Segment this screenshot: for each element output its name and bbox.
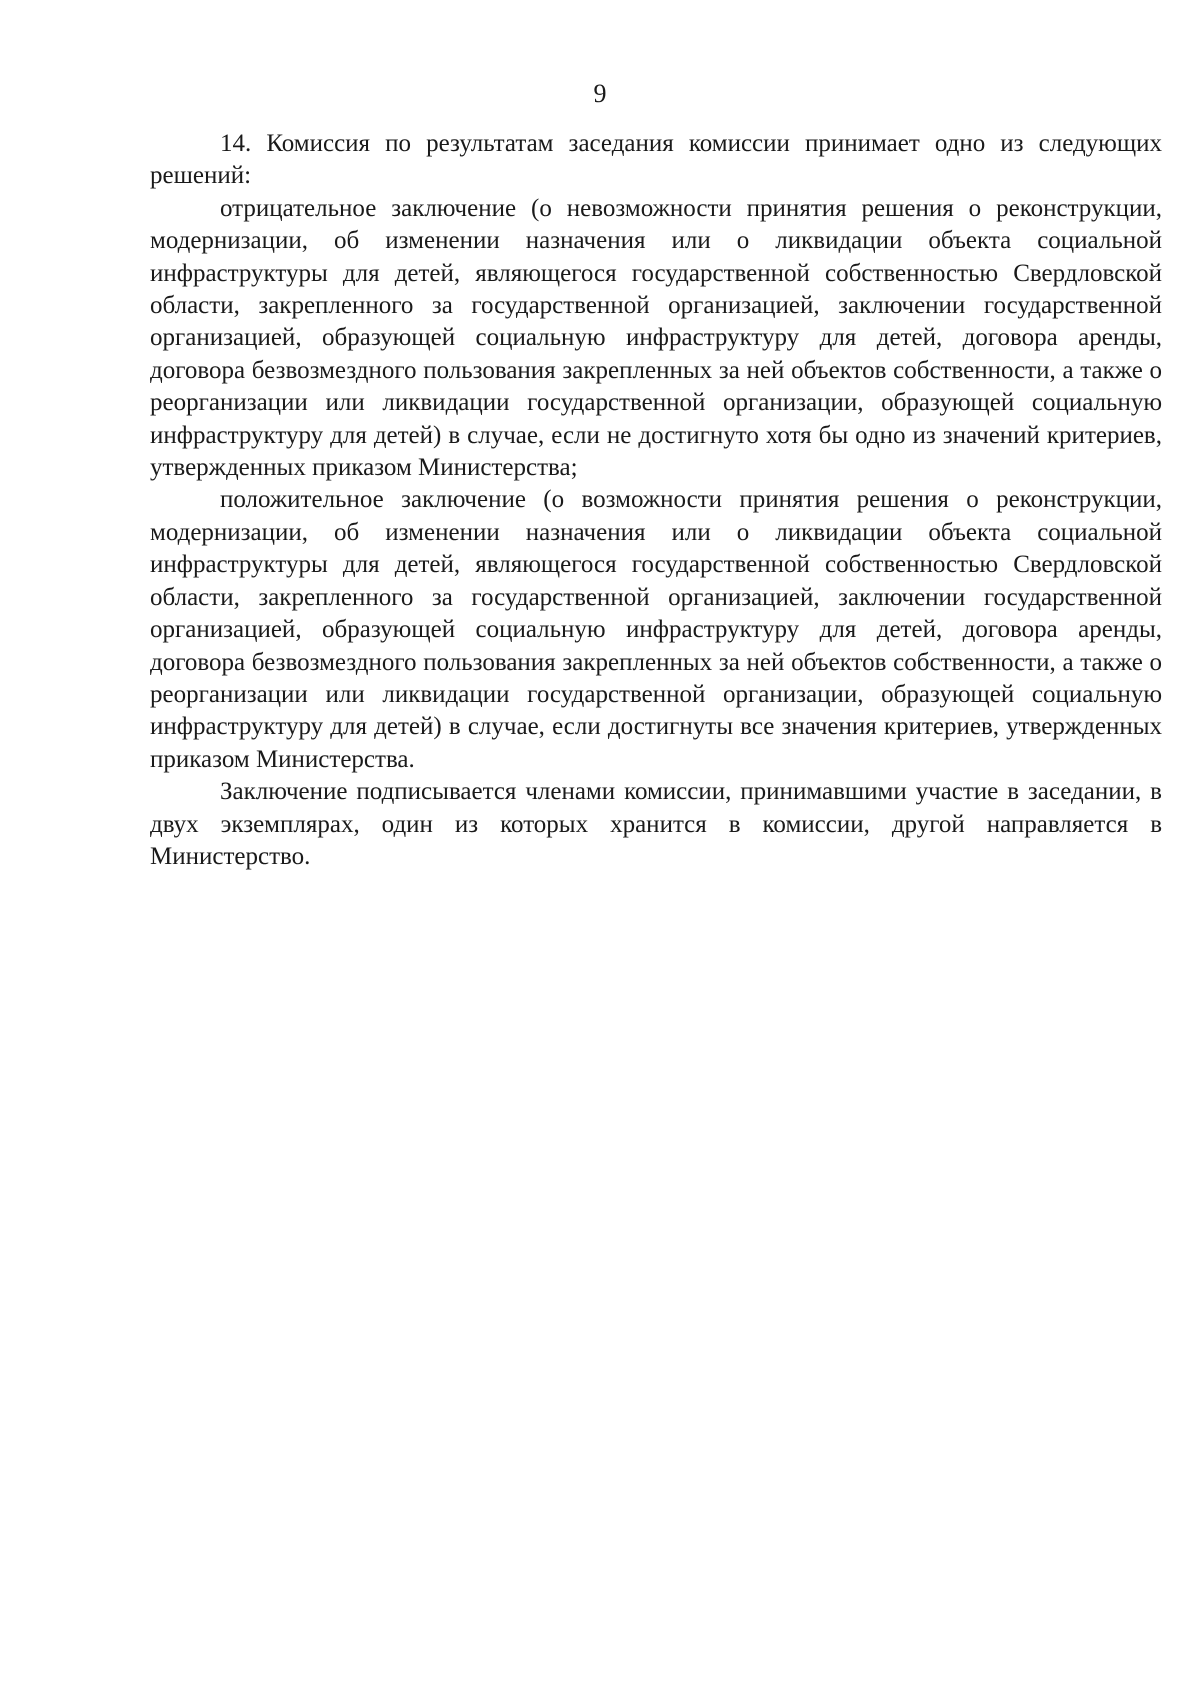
paragraph-positive-conclusion: положительное заключение (о возможности принятия решения о реконструкции, модернизации, об изменении назначения или о ликвидации объекта социальной инфраструктуры для детей, являющегося государственной собственностью Свердловской области, закрепленного за государственной организацией, заключении государственной организацией, образующей социальную инфраструктуру для детей, договора аренды, договора безвозмездного пользования закрепленных за ней объектов собственности, а также о реорганизации или ликвидации государственной организации, образующей социальную инфраструктуру для детей) в случае, если достигнуты все значения критериев, утвержденных приказом Министерства. bbox=[150, 486, 1162, 773]
paragraph-item-14: 14. Комиссия по результатам заседания комиссии принимает одно из следующих решений: bbox=[150, 130, 1162, 190]
page-number: 9 bbox=[593, 79, 607, 108]
paragraph-signing: Заключение подписывается членами комиссии, принимавшими участие в заседании, в двух экземплярах, один из которых хранится в комиссии, другой направляется в Министерство. bbox=[150, 778, 1162, 870]
paragraph-negative-conclusion: отрицательное заключение (о невозможности принятия решения о реконструкции, модернизации, об изменении назначения или о ликвидации объекта социальной инфраструктуры для детей, являющегося государственной собственностью Свердловской области, закрепленного за государственной организацией, заключении государственной организацией, образующей социальную инфраструктуру для детей, договора аренды, договора безвозмездного пользования закрепленных за ней объектов собственности, а также о реорганизации или ликвидации государственной организации, образующей социальную инфраструктуру для детей) в случае, если не достигнуто хотя бы одно из значений критериев, утвержденных приказом Министерства; bbox=[150, 194, 1162, 482]
document-body bbox=[150, 128, 1162, 873]
